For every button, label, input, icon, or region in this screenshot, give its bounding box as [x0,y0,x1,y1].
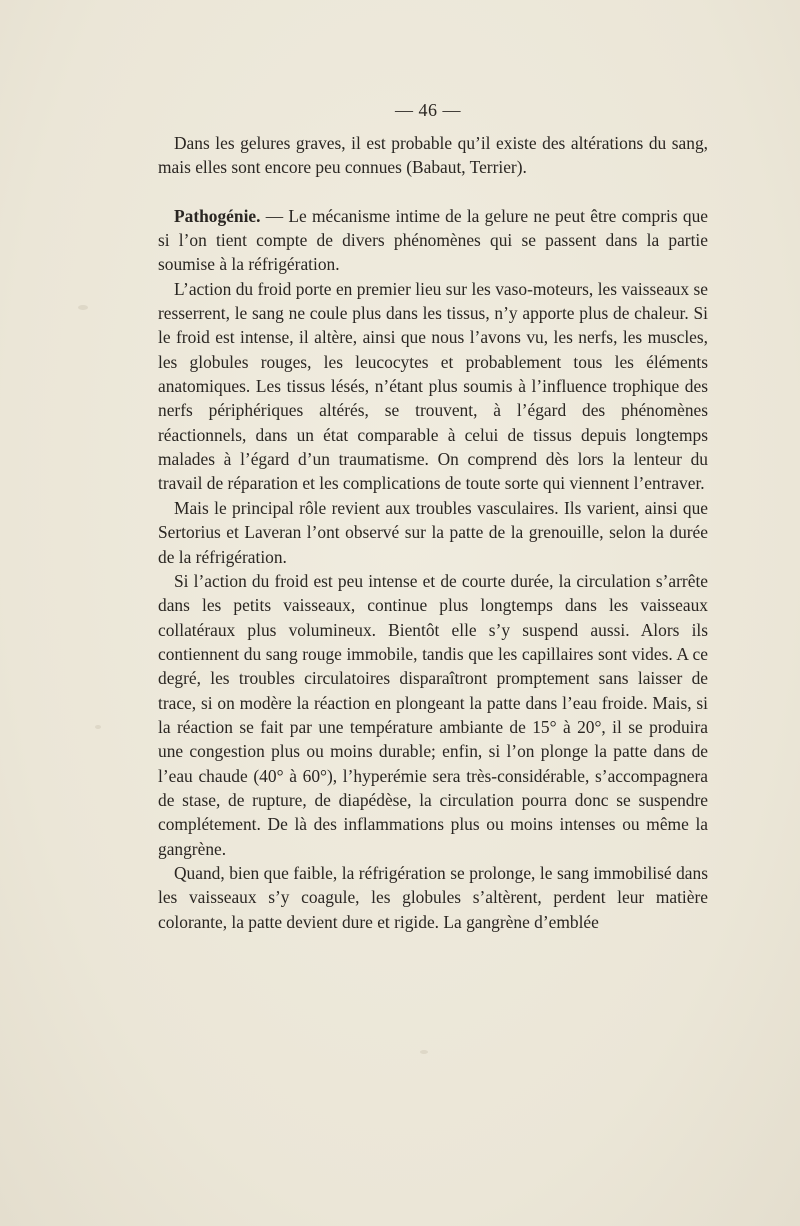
paragraph-pathogenie [158,204,708,277]
paragraph-cold-action: L’action du froid porte en premier lieu sur les vaso-moteurs, les vaisseaux se resserrent, le sang ne coule plus dans les tissus, n’y apporte plus de chaleur. Si le froid est intense, il altère, ainsi que nous l’avons vu, les nerfs, les muscles, les globules rouges, les leucocytes et probablement tous les éléments anatomiques. Les tissus lésés, n’étant plus soumis à l’influence trophique des nerfs périphériques altérés, se trouvent, à l’égard des phénomènes réactionnels, dans un état comparable à celui de tissus depuis longtemps malades à l’égard d’un traumatisme. On comprend dès lors la lenteur du travail de réparation et les complications de toute sorte qui viennent l’entraver. [158,278,708,494]
paragraph-pathogenie-text: — Le mécanisme intime de la gelure ne peut être compris que si l’on tient compte de divers phénomènes qui se passent dans la partie soumise à la réfrigération. [158,205,708,275]
paper-stain [95,725,101,729]
page-number: — 46 — [395,100,461,120]
paragraph-vascular-troubles: Mais le principal rôle revient aux troubles vasculaires. Ils varient, ainsi que Sertorius et Laveran l’ont observé sur la patte de la grenouille, selon la durée de la réfrigération. [158,497,708,567]
paragraph-circulation: Si l’action du froid est peu intense et de courte durée, la circulation s’arrête dans les petits vaisseaux, continue plus longtemps dans les vaisseaux collatéraux plus volumineux. Bientôt elle s’y suspend aussi. Alors ils contiennent du sang rouge immobile, tandis que les capillaires sont vides. A ce degré, les troubles circulatoires disparaîtront promptement sans laisser de trace, si on modère la réaction en plongeant la patte dans l’eau froide. Mais, si la réaction se fait par une température ambiante de 15° à 20°, il se produira une congestion plus ou moins durable; enfin, si l’on plonge la patte dans de l’eau chaude (40° à 60°), l’hyperémie sera très-considérable, s’accompagnera de stase, de rupture, de diapédèse, la circulation pourra donc se suspendre complétement. De là des inflammations plus ou moins intenses ou même la gangrène. [158,570,708,859]
paragraph-blood-alterations: Dans les gelures graves, il est probable qu’il existe des altérations du sang, mais elles sont encore peu connues (Babaut, Terrier). [158,133,708,178]
paragraph-prolonged-refrigeration: Quand, bien que faible, la réfrigération se prolonge, le sang immobilisé dans les vaisseaux s’y coagule, les globules s’altèrent, perdent leur matière colorante, la patte devient dure et rigide. La gangrène d’emblée [158,862,708,932]
section-heading-pathogenie: Pathogénie. [174,205,261,226]
paper-stain [420,1050,428,1054]
body-text [158,131,708,934]
paper-stain [78,305,88,310]
